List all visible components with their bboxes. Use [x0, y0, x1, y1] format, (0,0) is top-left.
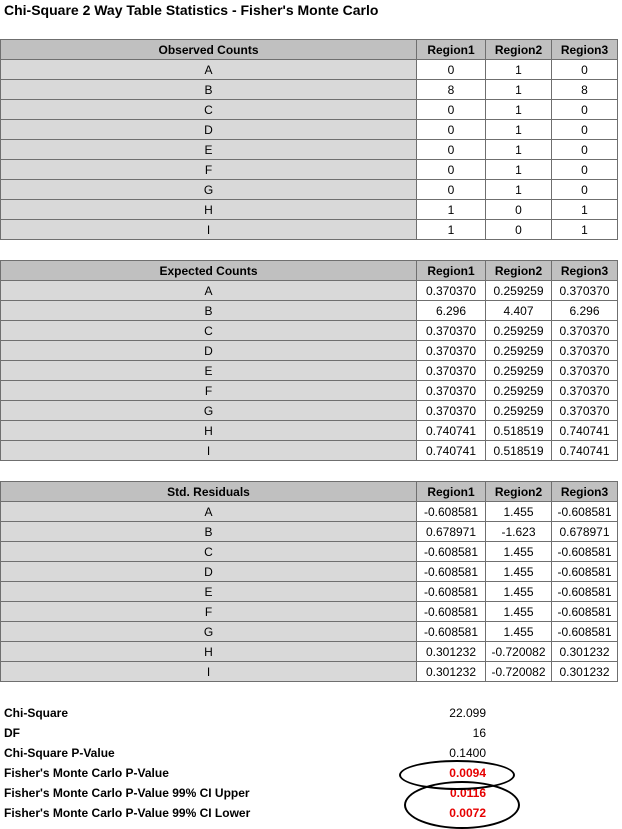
value-cell[interactable]: 0.370370	[417, 321, 486, 341]
value-cell[interactable]: 1	[486, 180, 552, 200]
table-row	[1, 281, 618, 301]
value-cell[interactable]: 4.407	[486, 301, 552, 321]
value-cell[interactable]: 0	[552, 60, 618, 80]
value-cell[interactable]: 0	[417, 60, 486, 80]
summary-block	[4, 703, 619, 823]
row-label-cell[interactable]: E	[1, 140, 417, 160]
row-label-cell[interactable]: H	[1, 421, 417, 441]
row-label-cell[interactable]: E	[1, 361, 417, 381]
column-header-cell[interactable]: Region1	[417, 482, 486, 502]
row-label-cell[interactable]: G	[1, 622, 417, 642]
table-row	[1, 421, 618, 441]
row-label-cell[interactable]: A	[1, 502, 417, 522]
value-cell[interactable]: -0.720082	[486, 662, 552, 682]
row-label-cell[interactable]: F	[1, 381, 417, 401]
value-cell[interactable]: 0.740741	[552, 441, 618, 461]
table-row	[1, 441, 618, 461]
column-header-cell[interactable]: Region2	[486, 482, 552, 502]
stats-table-3	[0, 481, 618, 682]
value-cell[interactable]: 0	[417, 140, 486, 160]
row-label-cell[interactable]: B	[1, 301, 417, 321]
stats-table-1	[0, 39, 618, 240]
value-cell[interactable]: -0.608581	[417, 542, 486, 562]
value-cell[interactable]: 0.259259	[486, 341, 552, 361]
value-cell[interactable]: 1.455	[486, 622, 552, 642]
row-label-cell[interactable]: E	[1, 582, 417, 602]
value-cell[interactable]: 1	[552, 220, 618, 240]
summary-label[interactable]: DF	[4, 726, 20, 740]
value-cell[interactable]: -0.608581	[552, 562, 618, 582]
value-cell[interactable]: 6.296	[417, 301, 486, 321]
value-cell[interactable]: -0.608581	[552, 582, 618, 602]
value-cell[interactable]: 0	[417, 160, 486, 180]
column-header-cell[interactable]: Region3	[552, 40, 618, 60]
summary-row	[4, 783, 619, 803]
value-cell[interactable]: 1.455	[486, 502, 552, 522]
value-cell[interactable]: 0.370370	[552, 341, 618, 361]
value-cell[interactable]: 1.455	[486, 602, 552, 622]
value-cell[interactable]: -0.608581	[417, 622, 486, 642]
row-label-cell[interactable]: B	[1, 80, 417, 100]
table-row	[1, 301, 618, 321]
value-cell[interactable]: -0.608581	[417, 502, 486, 522]
row-label-cell[interactable]: G	[1, 401, 417, 421]
value-cell[interactable]: 0	[552, 120, 618, 140]
row-label-cell[interactable]: H	[1, 200, 417, 220]
table-row	[1, 522, 618, 542]
value-cell[interactable]: 8	[417, 80, 486, 100]
value-cell[interactable]: 0.370370	[552, 381, 618, 401]
value-cell[interactable]: 0.740741	[417, 441, 486, 461]
value-cell[interactable]: 0.301232	[417, 642, 486, 662]
column-header-cell[interactable]: Region3	[552, 261, 618, 281]
row-label-cell[interactable]: A	[1, 281, 417, 301]
table-row	[1, 401, 618, 421]
value-cell[interactable]: 0.370370	[552, 321, 618, 341]
value-cell[interactable]: 0	[417, 100, 486, 120]
value-cell[interactable]: 1.455	[486, 562, 552, 582]
value-cell[interactable]: 0.259259	[486, 381, 552, 401]
value-cell[interactable]: -0.720082	[486, 642, 552, 662]
value-cell[interactable]: -0.608581	[417, 582, 486, 602]
value-cell[interactable]: -0.608581	[417, 602, 486, 622]
summary-row	[4, 763, 619, 783]
value-cell[interactable]: -0.608581	[552, 542, 618, 562]
table-title-cell[interactable]: Std. Residuals	[1, 482, 417, 502]
table-row	[1, 381, 618, 401]
value-cell[interactable]: 0.370370	[417, 361, 486, 381]
value-cell[interactable]: 0.370370	[552, 361, 618, 381]
value-cell[interactable]: 0	[552, 180, 618, 200]
value-cell[interactable]: 1	[486, 140, 552, 160]
summary-row	[4, 743, 619, 763]
column-header-cell[interactable]: Region1	[417, 261, 486, 281]
table-row	[1, 542, 618, 562]
summary-row	[4, 703, 619, 723]
value-cell[interactable]: 1.455	[486, 582, 552, 602]
value-cell[interactable]: 1	[417, 200, 486, 220]
value-cell[interactable]: 0.259259	[486, 281, 552, 301]
table-row	[1, 502, 618, 522]
table-row	[1, 642, 618, 662]
value-cell[interactable]: -0.608581	[552, 622, 618, 642]
value-cell[interactable]: 1	[486, 80, 552, 100]
value-cell[interactable]: -0.608581	[417, 562, 486, 582]
row-label-cell[interactable]: C	[1, 100, 417, 120]
row-label-cell[interactable]: F	[1, 160, 417, 180]
value-cell[interactable]: 1	[486, 60, 552, 80]
value-cell[interactable]: 0.370370	[417, 281, 486, 301]
row-label-cell[interactable]: G	[1, 180, 417, 200]
value-cell[interactable]: 0.259259	[486, 361, 552, 381]
stats-table-2	[0, 260, 618, 461]
value-cell[interactable]: 8	[552, 80, 618, 100]
value-cell[interactable]: 1.455	[486, 542, 552, 562]
row-label-cell[interactable]: D	[1, 341, 417, 361]
value-cell[interactable]: -0.608581	[552, 502, 618, 522]
value-cell[interactable]: 0.259259	[486, 321, 552, 341]
summary-value[interactable]: 16	[472, 726, 486, 740]
table-row	[1, 562, 618, 582]
summary-value[interactable]: 0.0072	[449, 806, 486, 820]
table-row	[1, 341, 618, 361]
sheet-title: Chi-Square 2 Way Table Statistics - Fisher's Monte Carlo	[4, 2, 379, 18]
value-cell[interactable]: 0.740741	[417, 421, 486, 441]
table-row	[1, 602, 618, 622]
value-cell[interactable]: 6.296	[552, 301, 618, 321]
value-cell[interactable]: 0	[417, 180, 486, 200]
row-label-cell[interactable]: B	[1, 522, 417, 542]
table-row	[1, 160, 618, 180]
summary-row	[4, 803, 619, 823]
table-row	[1, 60, 618, 80]
row-label-cell[interactable]: D	[1, 562, 417, 582]
value-cell[interactable]: -1.623	[486, 522, 552, 542]
table-row	[1, 361, 618, 381]
column-header-cell[interactable]: Region2	[486, 261, 552, 281]
summary-value[interactable]: 0.0094	[449, 766, 486, 780]
value-cell[interactable]: 0.370370	[417, 341, 486, 361]
row-label-cell[interactable]: F	[1, 602, 417, 622]
table-row	[1, 200, 618, 220]
table-title-cell[interactable]: Expected Counts	[1, 261, 417, 281]
summary-label[interactable]: Fisher's Monte Carlo P-Value 99% CI Upper	[4, 786, 250, 800]
row-label-cell[interactable]: I	[1, 220, 417, 240]
summary-label[interactable]: Chi-Square P-Value	[4, 746, 115, 760]
summary-value[interactable]: 0.1400	[449, 746, 486, 760]
table-row	[1, 582, 618, 602]
summary-row	[4, 723, 619, 743]
value-cell[interactable]: 0.740741	[552, 421, 618, 441]
value-cell[interactable]: -0.608581	[552, 602, 618, 622]
column-header-cell[interactable]: Region1	[417, 40, 486, 60]
summary-value[interactable]: 0.0116	[449, 786, 486, 800]
value-cell[interactable]: 0	[552, 160, 618, 180]
annotation-ellipse-ci	[404, 781, 520, 829]
table-row	[1, 100, 618, 120]
row-label-cell[interactable]: C	[1, 542, 417, 562]
value-cell[interactable]: 1	[417, 220, 486, 240]
value-cell[interactable]: 1	[486, 160, 552, 180]
value-cell[interactable]: 0.301232	[552, 662, 618, 682]
column-header-cell[interactable]: Region2	[486, 40, 552, 60]
table-header-row	[1, 40, 618, 60]
table-row	[1, 120, 618, 140]
row-label-cell[interactable]: D	[1, 120, 417, 140]
summary-label[interactable]: Chi-Square	[4, 706, 69, 720]
value-cell[interactable]: 0	[552, 140, 618, 160]
value-cell[interactable]: 0.301232	[552, 642, 618, 662]
summary-value[interactable]: 22.099	[449, 706, 486, 720]
value-cell[interactable]: 0	[417, 120, 486, 140]
table-header-row	[1, 482, 618, 502]
table-row	[1, 321, 618, 341]
value-cell[interactable]: 0.370370	[552, 401, 618, 421]
value-cell[interactable]: 1	[486, 100, 552, 120]
value-cell[interactable]: 0	[552, 100, 618, 120]
row-label-cell[interactable]: I	[1, 662, 417, 682]
row-label-cell[interactable]: I	[1, 441, 417, 461]
column-header-cell[interactable]: Region3	[552, 482, 618, 502]
table-row	[1, 662, 618, 682]
table-title-cell[interactable]: Observed Counts	[1, 40, 417, 60]
table-header-row	[1, 261, 618, 281]
row-label-cell[interactable]: C	[1, 321, 417, 341]
row-label-cell[interactable]: A	[1, 60, 417, 80]
value-cell[interactable]: 0.678971	[417, 522, 486, 542]
table-row	[1, 220, 618, 240]
summary-label[interactable]: Fisher's Monte Carlo P-Value	[4, 766, 169, 780]
value-cell[interactable]: 0.370370	[417, 381, 486, 401]
value-cell[interactable]: 0.678971	[552, 522, 618, 542]
table-row	[1, 180, 618, 200]
summary-label[interactable]: Fisher's Monte Carlo P-Value 99% CI Lower	[4, 806, 251, 820]
row-label-cell[interactable]: H	[1, 642, 417, 662]
table-row	[1, 622, 618, 642]
value-cell[interactable]: 1	[486, 120, 552, 140]
table-row	[1, 80, 618, 100]
value-cell[interactable]: 0	[486, 220, 552, 240]
table-row	[1, 140, 618, 160]
value-cell[interactable]: 0.370370	[417, 401, 486, 421]
value-cell[interactable]: 0.518519	[486, 441, 552, 461]
value-cell[interactable]: 0	[486, 200, 552, 220]
value-cell[interactable]: 0.518519	[486, 421, 552, 441]
value-cell[interactable]: 1	[552, 200, 618, 220]
value-cell[interactable]: 0.370370	[552, 281, 618, 301]
value-cell[interactable]: 0.301232	[417, 662, 486, 682]
value-cell[interactable]: 0.259259	[486, 401, 552, 421]
